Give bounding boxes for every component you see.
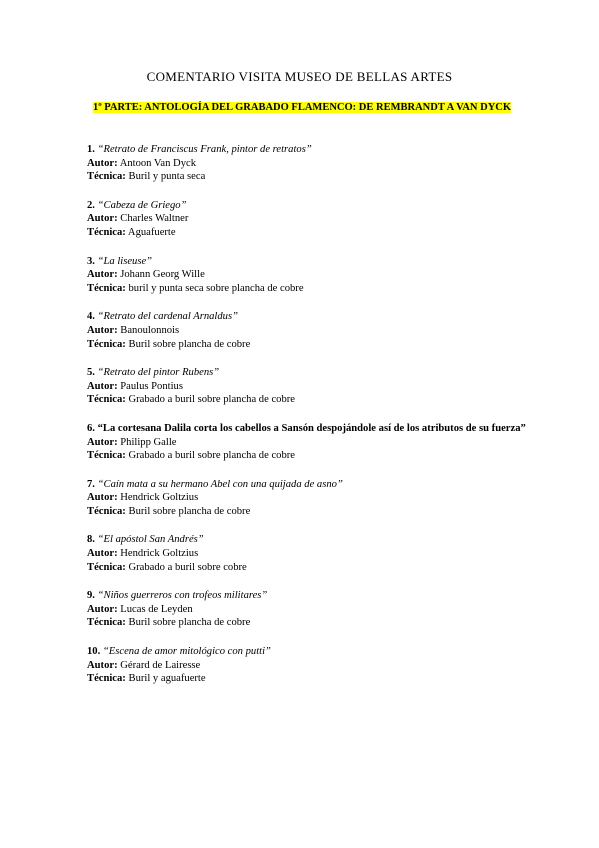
author-label: Autor:	[87, 492, 118, 504]
artwork-title	[87, 366, 527, 380]
technique-label: Técnica:	[87, 226, 126, 238]
author-value: Hendrick Goltzius	[120, 548, 199, 560]
author-value: Philipp Galle	[120, 436, 177, 448]
author-row	[87, 212, 527, 226]
artwork-title	[87, 199, 527, 213]
author-value: Lucas de Leyden	[120, 603, 193, 615]
technique-row	[87, 393, 527, 407]
artwork-title	[87, 589, 527, 603]
artwork-name: “La cortesana Dalila corta los cabellos a Sansón despojándole así de los atributos de su fuerza”	[97, 422, 526, 434]
artwork-number: 2.	[87, 199, 95, 211]
author-row	[87, 659, 527, 673]
technique-value: Buril y punta seca	[128, 171, 206, 183]
author-label: Autor:	[87, 380, 118, 392]
artwork-entry	[87, 255, 527, 296]
document-title: COMENTARIO VISITA MUSEO DE BELLAS ARTES	[146, 69, 453, 84]
artwork-entry	[87, 199, 527, 240]
author-value: Paulus Pontius	[120, 380, 183, 392]
technique-row	[87, 338, 527, 352]
artwork-number: 8.	[87, 534, 95, 546]
section-heading	[86, 101, 518, 115]
author-value: Charles Waltner	[120, 213, 189, 225]
author-row	[87, 547, 527, 561]
artwork-number: 9.	[87, 590, 95, 602]
author-row	[87, 603, 527, 617]
artwork-number: 4.	[87, 311, 95, 323]
artwork-number: 1.	[87, 144, 95, 155]
artwork-name: “El apóstol San Andrés”	[97, 534, 204, 546]
technique-row	[87, 561, 527, 575]
author-value: Banoulonnois	[120, 324, 180, 336]
author-label: Autor:	[87, 269, 118, 281]
author-row	[87, 380, 527, 394]
artwork-name: “Niños guerreros con trofeos militares”	[97, 590, 268, 602]
technique-label: Técnica:	[87, 561, 126, 573]
author-label: Autor:	[87, 603, 118, 615]
technique-label: Técnica:	[87, 171, 126, 183]
author-value: Johann Georg Wille	[120, 269, 205, 281]
technique-value: Buril sobre plancha de cobre	[128, 338, 251, 350]
artwork-number: 5.	[87, 367, 95, 379]
artwork-name: “Cabeza de Griego”	[97, 199, 187, 211]
artwork-title	[87, 310, 527, 324]
technique-row	[87, 449, 527, 463]
artwork-number: 3.	[87, 255, 95, 267]
author-label: Autor:	[87, 548, 118, 560]
author-label: Autor:	[87, 157, 118, 169]
artwork-title	[87, 478, 527, 492]
artwork-title	[87, 143, 527, 157]
artwork-name: “Retrato del cardenal Arnaldus”	[97, 311, 238, 323]
technique-label: Técnica:	[87, 673, 126, 685]
technique-label: Técnica:	[87, 282, 126, 294]
artwork-name: “Escena de amor mitológico con putti”	[102, 646, 271, 658]
author-label: Autor:	[87, 659, 118, 671]
artwork-number: 10.	[87, 646, 101, 658]
technique-value: Grabado a buril sobre cobre	[128, 561, 247, 573]
section-heading-text: 1º PARTE: ANTOLOGÍA DEL GRABADO FLAMENCO: DE REMBRANDT A VAN DYCK	[92, 102, 512, 113]
technique-value: buril y punta seca sobre plancha de cobre	[128, 282, 304, 294]
author-value: Hendrick Goltzius	[120, 492, 199, 504]
technique-row	[87, 505, 527, 519]
artwork-entry	[87, 310, 527, 351]
artwork-entry	[87, 366, 527, 407]
artwork-number: 7.	[87, 478, 95, 490]
artwork-name: “Caín mata a su hermano Abel con una quijada de asno”	[97, 478, 343, 490]
technique-label: Técnica:	[87, 505, 126, 517]
author-label: Autor:	[87, 213, 118, 225]
technique-row	[87, 672, 527, 686]
author-value: Antoon Van Dyck	[119, 157, 196, 169]
artwork-title	[87, 533, 527, 547]
author-value: Gérard de Lairesse	[120, 659, 201, 671]
technique-row	[87, 170, 527, 184]
author-label: Autor:	[87, 324, 118, 336]
technique-label: Técnica:	[87, 450, 126, 462]
author-row	[87, 491, 527, 505]
artwork-entry	[87, 589, 527, 630]
artwork-list	[87, 143, 527, 701]
author-row	[87, 157, 527, 171]
technique-row	[87, 616, 527, 630]
artwork-name: “La liseuse”	[97, 255, 153, 267]
author-row	[87, 436, 527, 450]
technique-value: Buril sobre plancha de cobre	[128, 505, 251, 517]
artwork-title	[87, 422, 527, 436]
artwork-entry	[87, 143, 527, 184]
technique-row	[87, 226, 527, 240]
technique-value: Grabado a buril sobre plancha de cobre	[128, 394, 295, 406]
technique-value: Grabado a buril sobre plancha de cobre	[128, 450, 295, 462]
artwork-entry	[87, 533, 527, 574]
artwork-entry	[87, 645, 527, 686]
artwork-title	[87, 255, 527, 269]
artwork-number: 6.	[87, 422, 95, 434]
artwork-entry	[87, 422, 527, 463]
technique-value: Buril y aguafuerte	[128, 673, 206, 685]
artwork-title	[87, 645, 527, 659]
author-label: Autor:	[87, 436, 118, 448]
technique-label: Técnica:	[87, 617, 126, 629]
technique-value: Aguafuerte	[127, 226, 176, 238]
artwork-name: “Retrato del pintor Rubens”	[97, 367, 220, 379]
author-row	[87, 324, 527, 338]
artwork-entry	[87, 478, 527, 519]
technique-row	[87, 282, 527, 296]
author-row	[87, 268, 527, 282]
technique-value: Buril sobre plancha de cobre	[128, 617, 251, 629]
technique-label: Técnica:	[87, 338, 126, 350]
artwork-name: “Retrato de Franciscus Frank, pintor de retratos”	[97, 144, 312, 155]
technique-label: Técnica:	[87, 394, 126, 406]
